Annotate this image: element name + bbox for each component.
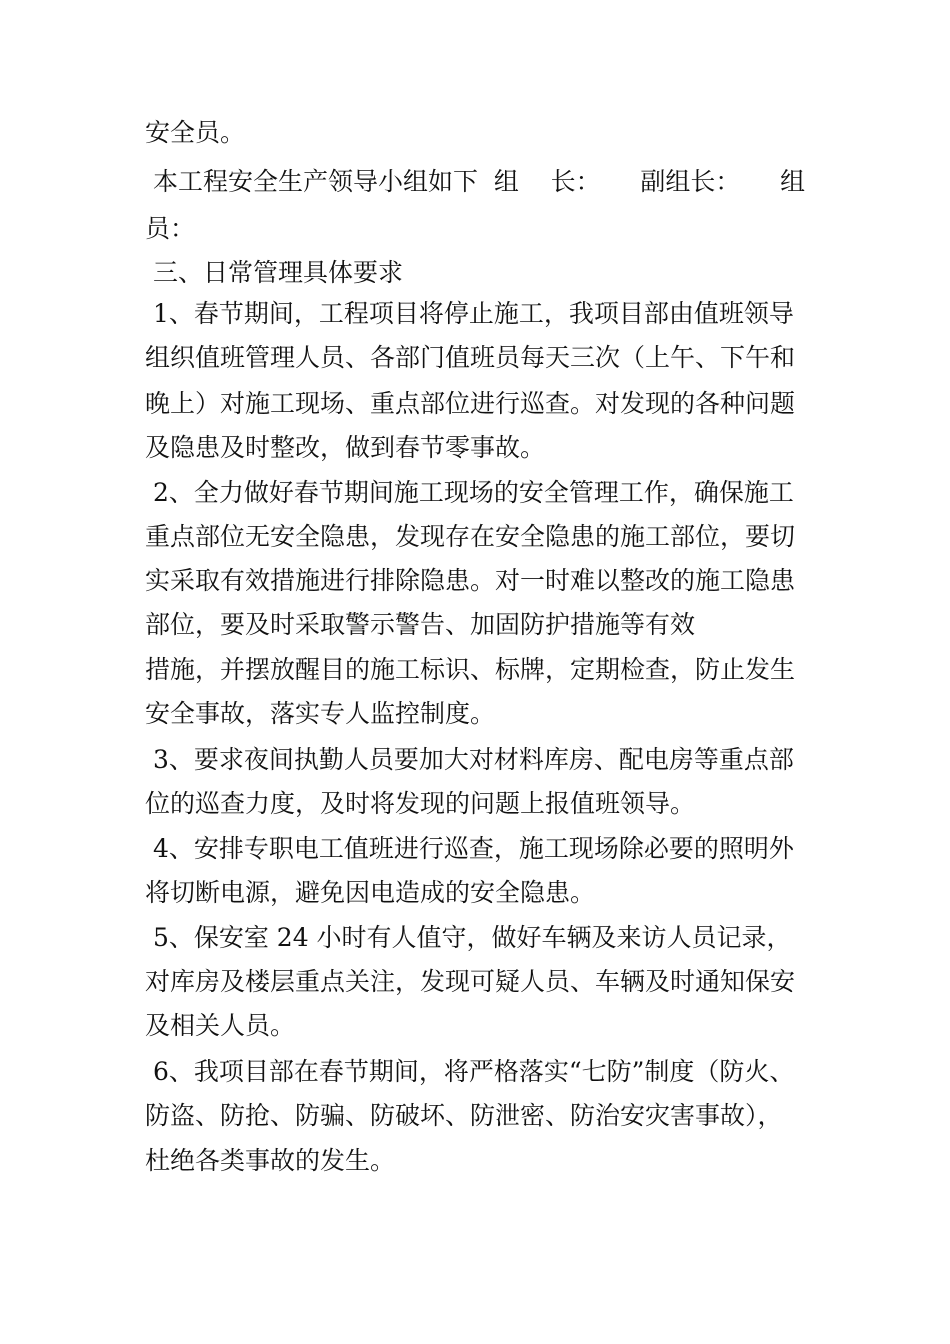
text-line: 3、要求夜间执勤人员要加大对材料库房、配电房等重点部 [145,745,794,774]
text-line: 杜绝各类事故的发生。 [145,1146,396,1175]
text-line: 安全事故，落实专人监控制度。 [145,699,496,728]
section-heading: 三、日常管理具体要求 [145,258,403,287]
text-line: 位的巡查力度，及时将发现的问题上报值班领导。 [145,789,696,818]
text-line: 将切断电源，避免因电造成的安全隐患。 [145,878,596,907]
text-line: 防盗、防抢、防骗、防破坏、防泄密、防治安灾害事故）， [145,1101,783,1130]
text-line: 重点部位无安全隐患，发现存在安全隐患的施工部位，要切 [145,522,796,551]
text-line: 对库房及楼层重点关注，发现可疑人员、车辆及时通知保安 [145,967,796,996]
text-line: 及隐患及时整改，做到春节零事故。 [145,433,546,462]
text-line: 员： [145,214,196,243]
text-line: 晚上）对施工现场、重点部位进行巡查。对发现的各种问题 [145,389,796,418]
text-line: 1、春节期间，工程项目将停止施工，我项目部由值班领导 [145,299,794,328]
text-line: 部位，要及时采取警示警告、加固防护措施等有效 [145,610,696,639]
text-line: 本工程安全生产领导小组如下 组 长： 副组长： 组 [145,167,806,196]
text-line: 安全员。 [145,118,246,147]
text-line: 实采取有效措施进行排除隐患。对一时难以整改的施工隐患 [145,566,796,595]
text-line: 4、安排专职电工值班进行巡查，施工现场除必要的照明外 [145,834,794,863]
text-line: 措施，并摆放醒目的施工标识、标牌，定期检查，防止发生 [145,655,796,684]
text-line: 及相关人员。 [145,1011,296,1040]
text-line: 2、全力做好春节期间施工现场的安全管理工作，确保施工 [145,478,794,507]
text-line: 6、我项目部在春节期间，将严格落实“七防”制度（防火、 [145,1057,795,1086]
text-line: 5、保安室 24 小时有人值守，做好车辆及来访人员记录， [145,923,792,952]
text-line: 组织值班管理人员、各部门值班员每天三次（上午、下午和 [145,343,796,372]
